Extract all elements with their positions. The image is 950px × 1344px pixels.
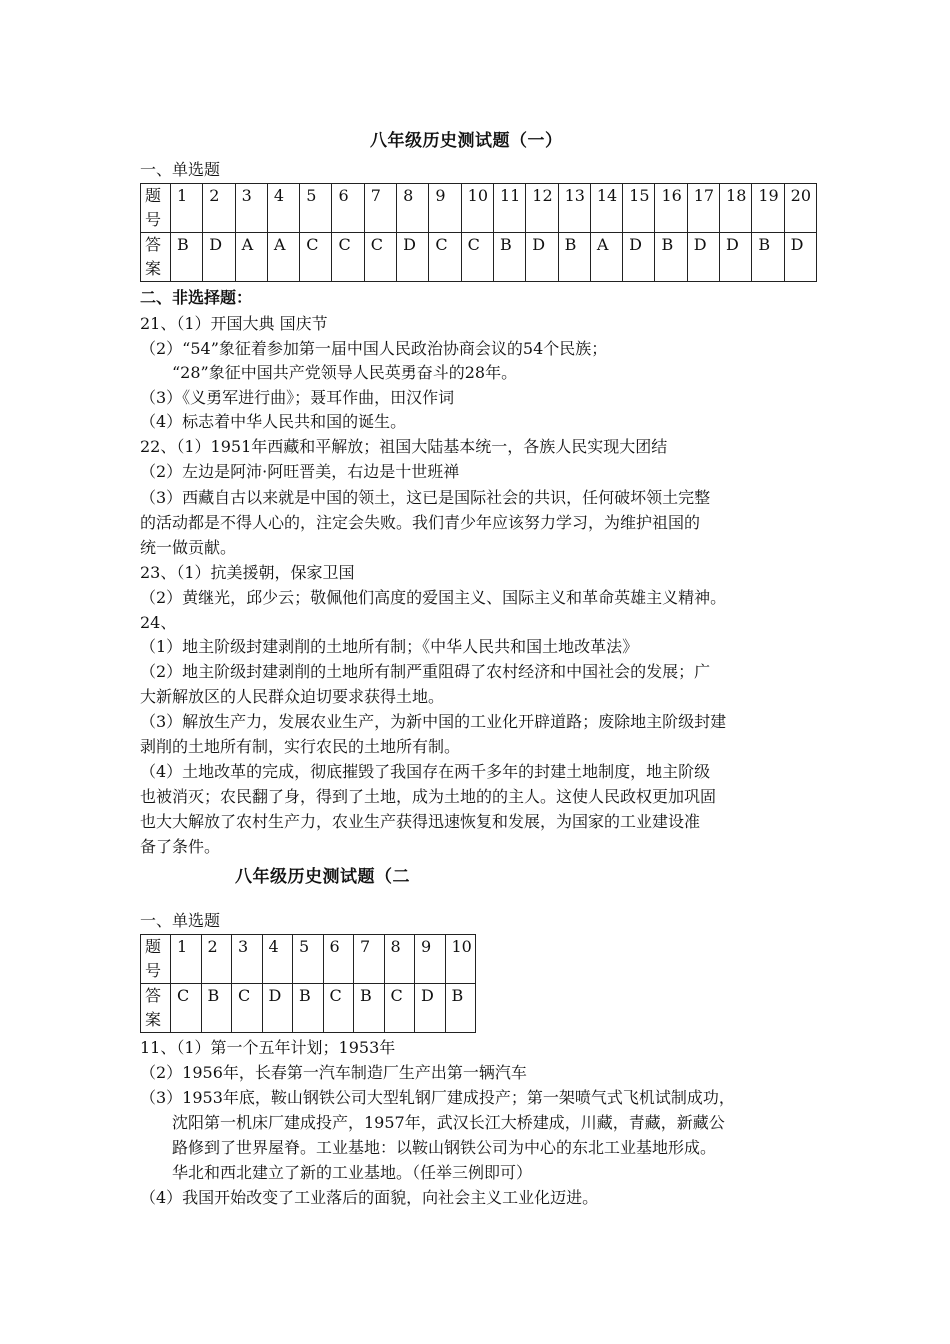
section1-line-1: （2）“54”象征着参加第一届中国人民政治协商会议的54个民族； [140,339,608,358]
section2-mc-heading: 一、单选题 [140,911,221,930]
answer-cell: B [445,984,476,1033]
section1-line-9: 统一做贡献。 [140,538,237,557]
section2-line-4: 路修到了世界屋脊。工业基地：以鞍山钢铁公司为中心的东北工业基地形成。 [172,1138,717,1157]
section2-line-2: （3）1953年底，鞍山钢铁公司大型轧钢厂建成投产；第一架喷气式飞机试制成功， [140,1088,735,1107]
answer-cell: C [332,233,364,282]
question-number-cell: 1 [171,184,203,233]
question-number-cell: 11 [493,184,525,233]
answer-cell: C [384,984,415,1033]
section1-line-14: （2）地主阶级封建剥削的土地所有制严重阻碍了农村经济和中国社会的发展；广 [140,662,711,681]
question-number-cell: 8 [384,935,415,984]
answer-cell: C [300,233,332,282]
question-number-cell: 2 [203,184,235,233]
question-number-cell: 14 [590,184,622,233]
answer-cell: D [397,233,429,282]
section2-title: 八年级历史测试题（二 [235,867,410,887]
section1-line-16: （3）解放生产力，发展农业生产，为新中国的工业化开辟道路；废除地主阶级封建 [140,712,727,731]
question-number-cell: 10 [445,935,476,984]
question-number-cell: 17 [687,184,719,233]
question-number-cell: 2 [201,935,232,984]
section2-line-5: 华北和西北建立了新的工业基地。（任举三例即可） [172,1163,533,1182]
question-number-cell: 7 [364,184,396,233]
answer-cell: C [364,233,396,282]
answer-cell: C [461,233,493,282]
question-number-cell: 10 [461,184,493,233]
answer-cell: B [354,984,385,1033]
question-number-cell: 6 [323,935,354,984]
section1-line-0: 21、（1）开国大典 国庆节 [140,314,328,333]
section1-title: 八年级历史测试题（一） [370,131,563,151]
section1-line-18: （4）土地改革的完成，彻底摧毁了我国存在两千多年的封建土地制度，地主阶级 [140,762,711,781]
answer-cell: A [267,233,299,282]
section1-answer-table [140,183,817,282]
section1-mc-heading: 一、单选题 [140,160,221,179]
section2-line-6: （4）我国开始改变了工业落后的面貌，向社会主义工业化迈进。 [140,1188,599,1207]
question-number-cell: 19 [752,184,784,233]
answer-cell: B [752,233,784,282]
question-number-cell: 4 [267,184,299,233]
answer-cell: B [558,233,590,282]
section2-line-0: 11、（1）第一个五年计划；1953年 [140,1038,396,1057]
section1-line-7: （3）西藏自古以来就是中国的领土，这已是国际社会的共识，任何破坏领土完整 [140,488,711,507]
answer-cell: D [623,233,655,282]
answer-cell: C [232,984,263,1033]
row-label-answer: 答案 [141,233,171,282]
answer-cell: D [526,233,558,282]
row-label-number: 题号 [141,184,171,233]
question-number-cell: 15 [623,184,655,233]
answer-cell: D [415,984,446,1033]
table-row-answers [141,984,476,1033]
answer-cell: B [493,233,525,282]
question-number-cell: 18 [720,184,752,233]
answer-cell: B [293,984,324,1033]
question-number-cell: 20 [784,184,816,233]
table-row-answers [141,233,817,282]
row-label-number: 题号 [141,935,171,984]
question-number-cell: 12 [526,184,558,233]
section1-line-21: 备了条件。 [140,837,221,856]
section1-line-5: 22、（1）1951年西藏和平解放；祖国大陆基本统一，各族人民实现大团结 [140,437,668,456]
question-number-cell: 5 [300,184,332,233]
answer-cell: D [262,984,293,1033]
question-number-cell: 3 [232,935,263,984]
question-number-cell: 5 [293,935,324,984]
answer-cell: A [590,233,622,282]
section1-line-10: 23、（1）抗美援朝，保家卫国 [140,563,355,582]
section2-line-1: （2）1956年，长春第一汽车制造厂生产出第一辆汽车 [140,1063,527,1082]
question-number-cell: 9 [415,935,446,984]
question-number-cell: 16 [655,184,687,233]
section2-answer-table [140,934,476,1033]
answer-cell: D [784,233,816,282]
answer-cell: C [429,233,461,282]
answer-cell: D [203,233,235,282]
section1-line-19: 也被消灭；农民翻了身，得到了土地，成为土地的的主人。这使人民政权更加巩固 [140,787,717,806]
question-number-cell: 8 [397,184,429,233]
table-row-numbers [141,184,817,233]
section1-line-12: 24、 [140,613,177,632]
answer-cell: D [720,233,752,282]
section1-line-6: （2）左边是阿沛·阿旺晋美，右边是十世班禅 [140,462,460,481]
answer-cell: B [171,233,203,282]
answer-cell: D [687,233,719,282]
row-label-answer: 答案 [141,984,171,1033]
section1-nonmc-heading: 二、非选择题： [140,288,253,307]
question-number-cell: 7 [354,935,385,984]
section1-line-8: 的活动都是不得人心的，注定会失败。我们青少年应该努力学习，为维护祖国的 [140,513,701,532]
answer-cell: B [201,984,232,1033]
question-number-cell: 13 [558,184,590,233]
answer-cell: A [235,233,267,282]
question-number-cell: 6 [332,184,364,233]
answer-cell: B [655,233,687,282]
section1-line-17: 剥削的土地所有制，实行农民的土地所有制。 [140,737,461,756]
answer-cell: C [171,984,202,1033]
question-number-cell: 4 [262,935,293,984]
question-number-cell: 9 [429,184,461,233]
section2-line-3: 沈阳第一机床厂建成投产，1957年，武汉长江大桥建成，川藏，青藏，新藏公 [172,1113,725,1132]
section1-line-11: （2）黄继光，邱少云；敬佩他们高度的爱国主义、国际主义和革命英雄主义精神。 [140,588,727,607]
section1-line-13: （1）地主阶级封建剥削的土地所有制；《中华人民共和国土地改革法》 [140,637,639,656]
table-row-numbers [141,935,476,984]
section1-line-4: （4）标志着中华人民共和国的诞生。 [140,412,407,431]
section1-line-3: （3）《义勇军进行曲》；聂耳作曲，田汉作词 [140,388,455,407]
section1-line-15: 大新解放区的人民群众迫切要求获得土地。 [140,687,445,706]
section1-line-2: “28”象征中国共产党领导人民英勇奋斗的28年。 [172,363,518,382]
question-number-cell: 3 [235,184,267,233]
section1-line-20: 也大大解放了农村生产力，农业生产获得迅速恢复和发展，为国家的工业建设准 [140,812,701,831]
answer-cell: C [323,984,354,1033]
question-number-cell: 1 [171,935,202,984]
